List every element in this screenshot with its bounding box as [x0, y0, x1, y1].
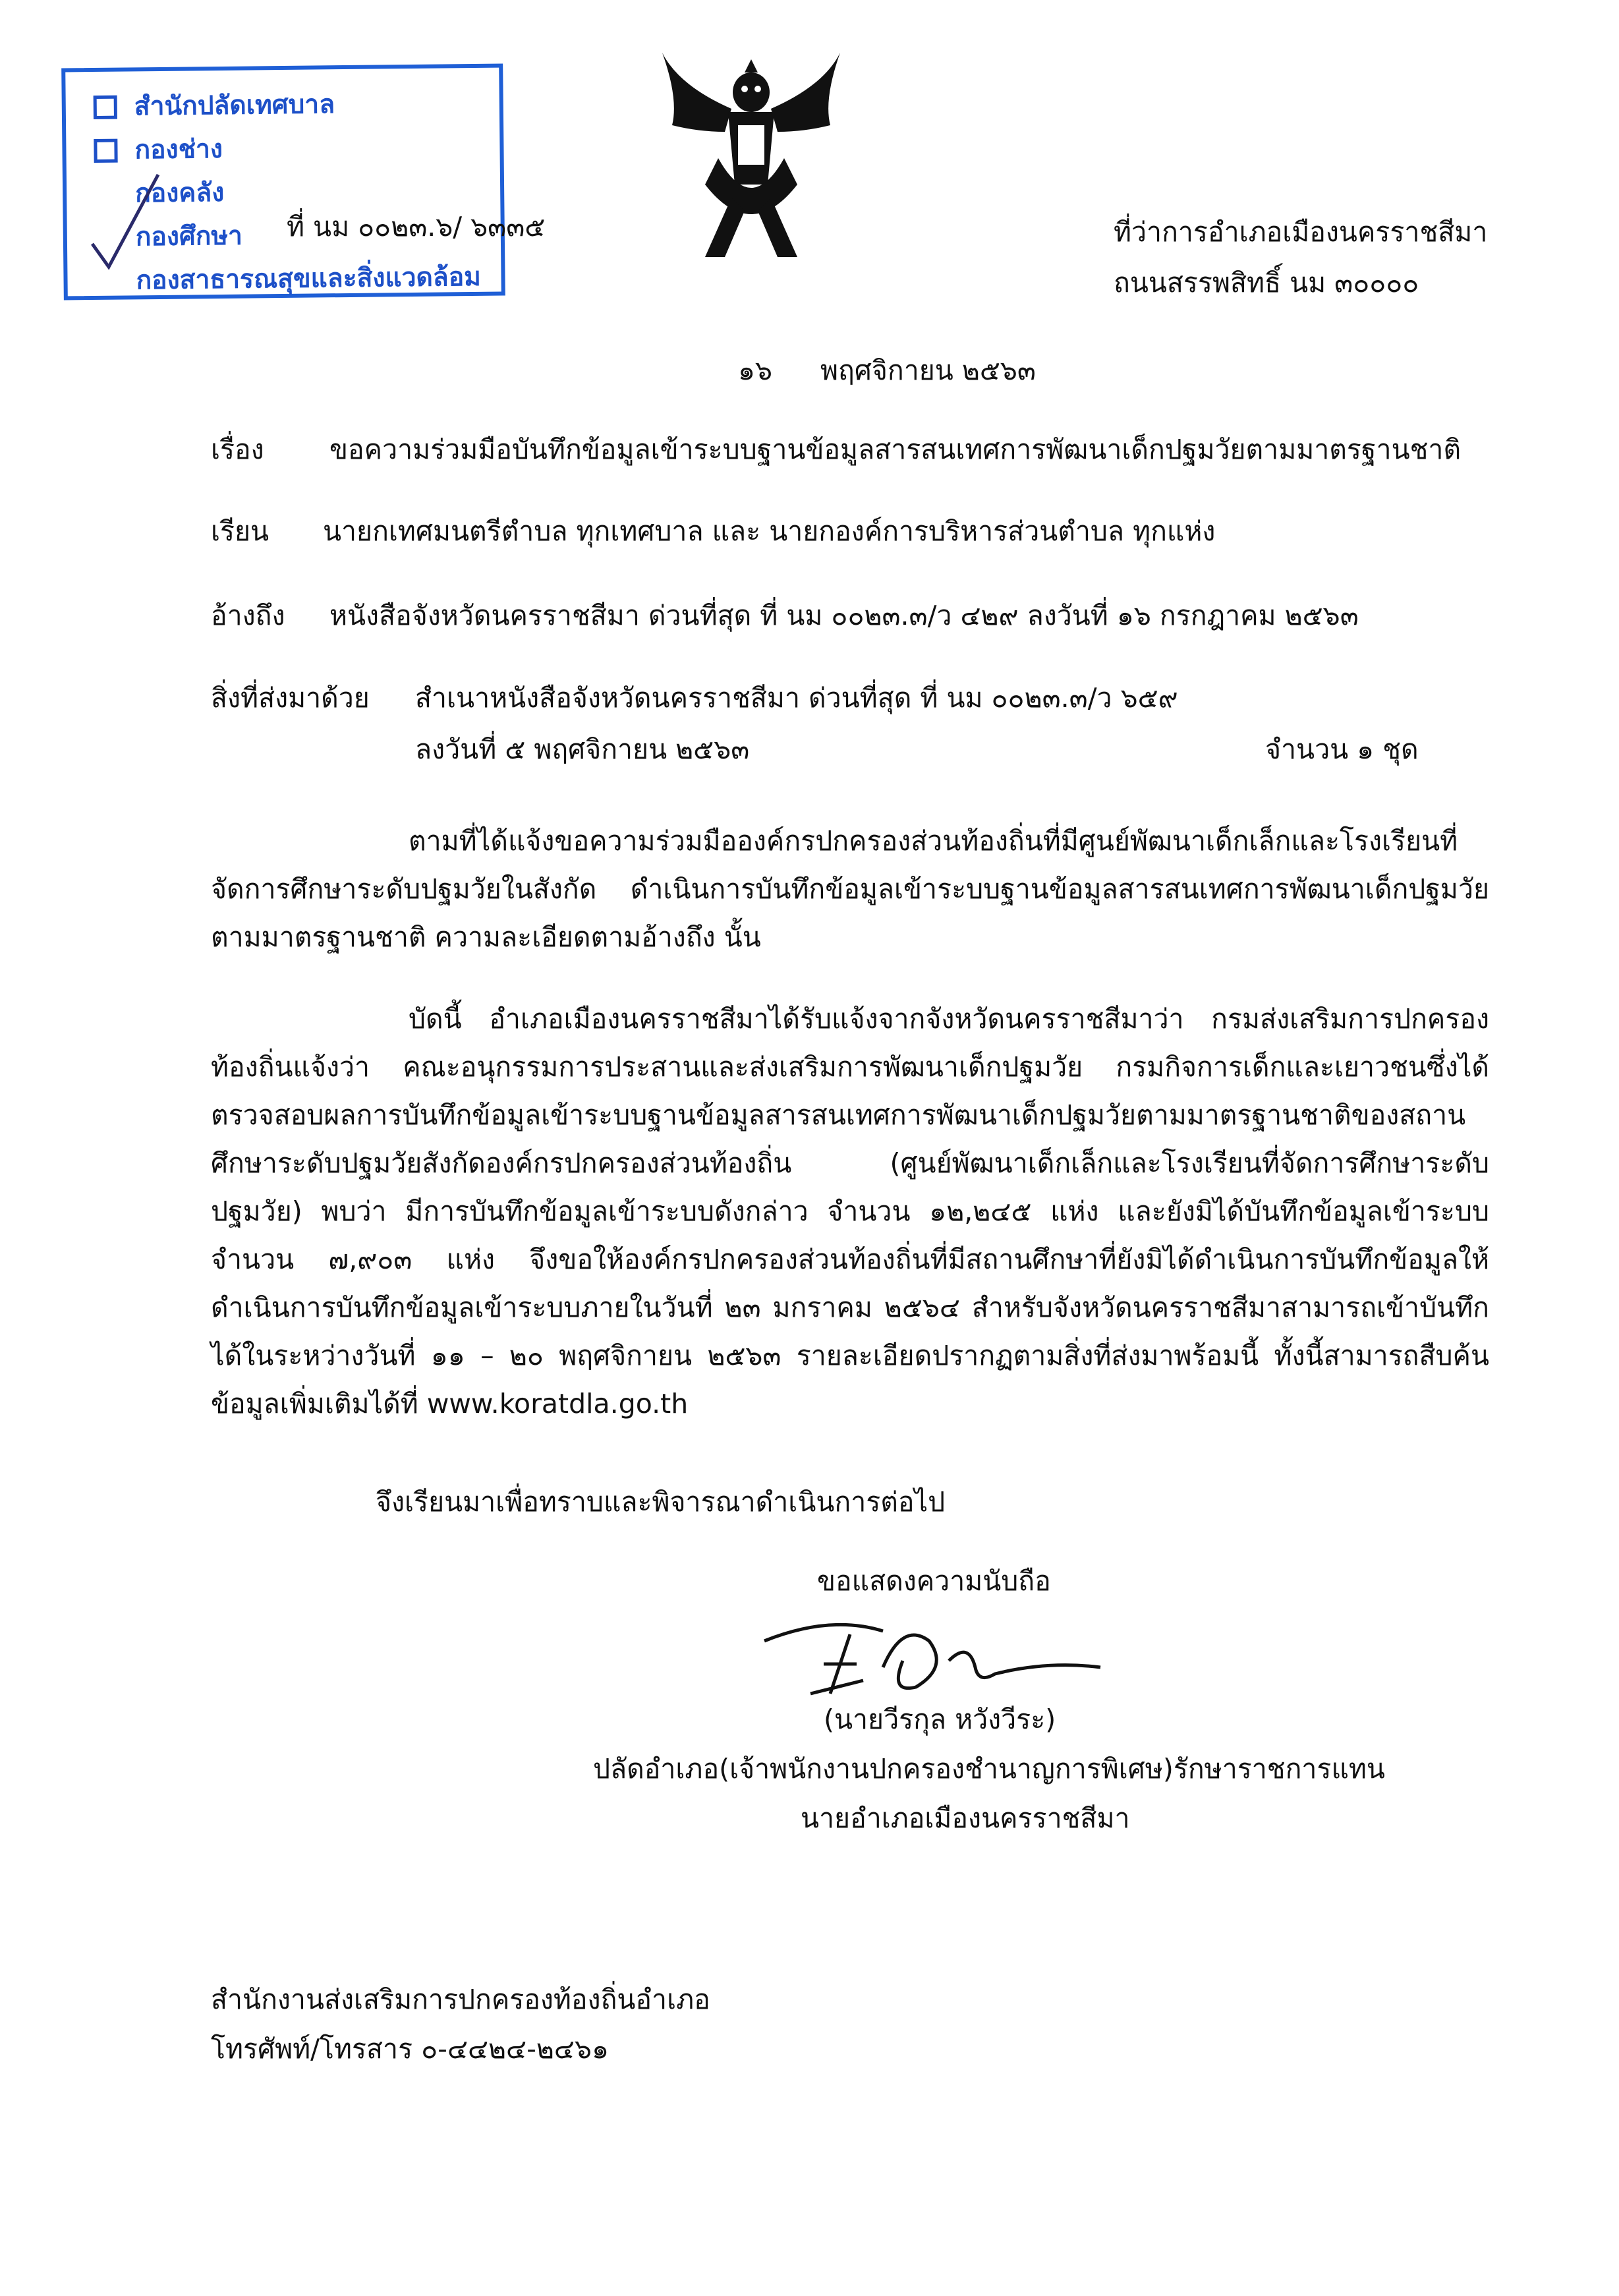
check-mark-icon	[86, 168, 165, 273]
footer-phone: โทรศัพท์/โทรสาร ๐-๔๔๒๔-๒๔๖๑	[211, 2033, 609, 2065]
footer-office: สำนักงานส่งเสริมการปกครองท้องถิ่นอำเภอ	[211, 1984, 710, 2015]
reference-text: หนังสือจังหวัดนครราชสีมา ด่วนที่สุด ที่ นม ๐๐๒๓.๓/ว ๔๒๙ ลงวันที่ ๑๖ กรกฎาคม ๒๕๖๓	[329, 600, 1359, 631]
stamp-row-label: กองสาธารณสุขและสิ่งแวดล้อม	[136, 262, 482, 296]
office-line-1: ที่ว่าการอำเภอเมืองนครราชสีมา	[1114, 216, 1488, 248]
stamp-row-label: กองช่าง	[134, 134, 223, 165]
body-paragraph-2: บัดนี้ อำเภอเมืองนครราชสีมาได้รับแจ้งจากจังหวัดนครราชสีมาว่า กรมส่งเสริมการปกครองท้องถิ่นแจ้งว่า คณะอนุกรรมการประสานและส่งเสริมการพัฒนาเด็กปฐมวัย กรมกิจการเด็กและเยาวชนซึ่งได้ตรวจสอบผลการบันทึกข้อมูลเข้าระบบฐานข้อมูลสารสนเทศการพัฒนาเด็กปฐมวัยตามมาตรฐานชาติของสถานศึกษาระดับปฐมวัยสังกัดองค์กรปกครองส่วนท้องถิ่น (ศูนย์พัฒนาเด็กเล็กและโรงเรียนที่จัดการศึกษาระดับปฐมวัย) พบว่า มีการบันทึกข้อมูลเข้าระบบดังกล่าว จำนวน ๑๒,๒๔๕ แห่ง และยังมิได้บันทึกข้อมูลเข้าระบบ จำนวน ๗,๙๐๓ แห่ง จึงขอให้องค์กรปกครองส่วนท้องถิ่นที่มีสถานศึกษาที่ยังมิได้ดำเนินการบันทึกข้อมูลให้ดำเนินการบันทึกข้อมูลเข้าระบบภายในวันที่ ๒๓ มกราคม ๒๕๖๔ สำหรับจังหวัดนครราชสีมาสามารถเข้าบันทึกได้ในระหว่างวันที่ ๑๑ – ๒๐ พฤศจิกายน ๒๕๖๓ รายละเอียดปรากฏตามสิ่งที่ส่งมาพร้อมนี้ ทั้งนี้สามารถสืบค้นข้อมูลเพิ่มเติมได้ที่ www.koratdla.go.th	[211, 1003, 1489, 1420]
enclosure-line-1: สำเนาหนังสือจังหวัดนครราชสีมา ด่วนที่สุด ที่ นม ๐๐๒๓.๓/ว ๖๕๙	[415, 682, 1178, 714]
checkbox-icon	[94, 96, 117, 119]
body-paragraph-1: ตามที่ได้แจ้งขอความร่วมมือองค์กรปกครองส่วนท้องถิ่นที่มีศูนย์พัฒนาเด็กเล็กและโรงเรียนที่จัดการศึกษาระดับปฐมวัยในสังกัด ดำเนินการบันทึกข้อมูลเข้าระบบฐานข้อมูลสารสนเทศการพัฒนาเด็กปฐมวัยตามมาตรฐานชาติ ความละเอียดตามอ้างถึง นั้น	[211, 825, 1489, 953]
signer-title-1: ปลัดอำเภอ(เจ้าพนักงานปกครองชำนาญการพิเศษ)รักษาราชการแทน	[593, 1753, 1385, 1785]
garuda-emblem-icon	[652, 46, 850, 264]
subject-text: ขอความร่วมมือบันทึกข้อมูลเข้าระบบฐานข้อมูลสารสนเทศการพัฒนาเด็กปฐมวัยตามมาตรฐานชาติ	[329, 434, 1462, 465]
stamp-row-label: กองศึกษา	[135, 221, 243, 252]
stamp-row-label: กองคลัง	[134, 177, 225, 209]
enclosure-label: สิ่งที่ส่งมาด้วย	[211, 682, 370, 714]
closing-regards: ขอแสดงความนับถือ	[817, 1565, 1051, 1597]
stamp-row-label: สำนักปลัดเทศบาล	[134, 90, 335, 122]
date-day: ๑๖	[738, 355, 773, 386]
date-month-year: พฤศจิกายน ๒๕๖๓	[820, 355, 1036, 386]
subject-label: เรื่อง	[211, 434, 264, 465]
office-line-2: ถนนสรรพสิทธิ์ นม ๓๐๐๐๐	[1114, 267, 1419, 299]
signer-name: (นายวีรกุล หวังวีระ)	[824, 1704, 1056, 1735]
checkbox-icon	[94, 139, 117, 163]
body-paragraph-3: จึงเรียนมาเพื่อทราบและพิจารณาดำเนินการต่อไป	[376, 1486, 946, 1518]
stamp-row	[94, 129, 223, 171]
signer-title-2: นายอำเภอเมืองนครราชสีมา	[801, 1802, 1130, 1834]
signature-icon	[751, 1601, 1107, 1713]
enclosure-line-2: ลงวันที่ ๕ พฤศจิกายน ๒๕๖๓	[415, 733, 750, 765]
enclosure-count: จำนวน ๑ ชุด	[1265, 733, 1419, 765]
stamp-row	[93, 84, 335, 127]
reference-label: อ้างถึง	[211, 600, 285, 631]
to-text: นายกเทศมนตรีตำบล ทุกเทศบาล และ นายกองค์การบริหารส่วนตำบล ทุกแห่ง	[323, 515, 1216, 547]
to-label: เรียน	[211, 515, 270, 547]
document-number: ที่ นม ๐๐๒๓.๖/ ๖๓๓๕	[287, 211, 546, 243]
